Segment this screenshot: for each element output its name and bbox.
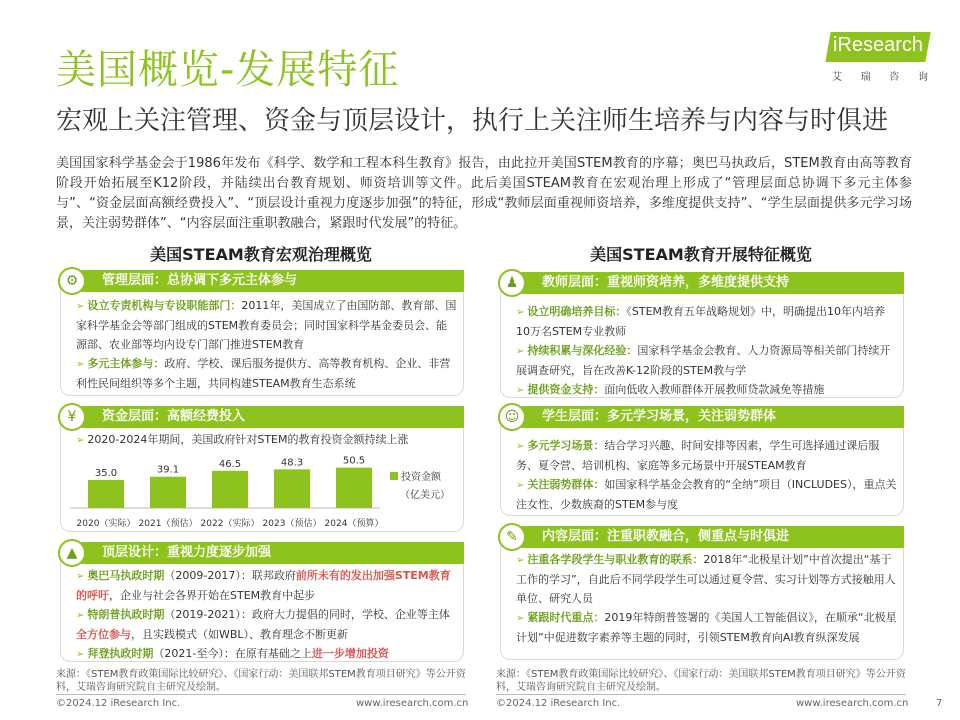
list-item: ➢ 特朗普执政时期（2019-2021）：政府大力提倡的同时，学校、企业等主体全方位参与，且实践模式（如WBL）、教育理念不断更新 [76,608,450,641]
bar-value-label-0: 35.0 [94,468,118,479]
list-item: ➢ 拜登执政时期（2021-至今）：在原有基础之上进一步增加投资 [76,647,389,660]
category-label-4: 2024（预算） [324,519,384,529]
list-item: ➢ 设立明确培养目标：《STEM教育五年战略规划》中，明确提出10年内培养10万名STEM专业教师 [516,305,886,338]
footer-copyright-right: ©2024.12 iResearch Inc. [496,698,621,709]
list-item: ➢ 多元主体参与：政府、学校、课后服务提供方、高等教育机构、企业、非营利性民间组织等多个主题，共同构建STEAM教育生态系统 [76,357,451,390]
source-note-right: 来源：《STEM教育政策国际比较研究》、《国家行动：美国联邦STEM教育项目研究》等公开资料，艾瑞咨询研究院自主研究及绘制。 [496,669,906,693]
footer-url-left[interactable]: www.iresearch.com.cn [356,698,469,709]
page-subtitle: 宏观上关注管理、资金与顶层设计，执行上关注师生培养与内容与时俱进 [56,106,889,136]
teacher-icon: ♟ [498,269,526,297]
bar-value-label-2: 46.5 [218,458,242,470]
list-item: ➢ 设立专责机构与专设职能部门：2011年，美国成立了由国防部、教育部、国家科学基金会等部门组成的STEM教育委员会；同时国家科学基金委员会、能源部、农业部等均内设专门部门推进STEM教育 [76,299,457,351]
list-item: ➢ 注重各学段学生与职业教育的联系：2018年“北极星计划”中首次提出“基于工作的学习”，自此后不同学段学生可以通过夏令营、实习计划等方式接触用人单位、研究人员 [516,553,896,605]
category-label-0: 2020（实际） [76,519,136,529]
list-item: ➢ 提供资金支持：面向低收入教师群体开展教师贷款减免等措施 [516,383,825,396]
card-content-body [516,550,898,647]
bar-1 [150,477,186,508]
card-top-design-head: 顶层设计：重视力度逐步加强 [72,542,464,564]
bar-2 [212,471,248,508]
bar-4 [336,468,372,508]
org-chart-icon: ⚙ [58,267,86,295]
bar-value-label-3: 48.3 [280,457,304,469]
investment-bar-chart [60,444,460,532]
footer-copyright-left: ©2024.12 iResearch Inc. [56,698,181,709]
card-content-head: 内容层面：注重职教融合，侧重点与时俱进 [512,526,904,548]
list-item: ➢ 多元学习场景：结合学习兴趣、时间安排等因素，学生可选择通过课后服务、夏令营、培训机构、家庭等多元场景中开展STEAM教育 [516,439,880,472]
page-title: 美国概览-发展特征 [56,47,400,93]
legend-swatch [390,472,398,480]
legend-unit: （亿美元） [400,490,450,501]
category-label-1: 2021（预估） [138,519,198,529]
intro-paragraph: 美国国家科学基金会于1986年发布《科学、数学和工程本科生教育》报告，由此拉开美国STEM教育的序幕；奥巴马执政后，STEM教育由高等教育阶段开始拓展至K12阶段，并陆续出台教育规划、师资培训等文件。此后美国STEAM教育在宏观治理上形成了“管理层面总协调下多元主体参与”、“资金层面高额经费投入”、“顶层设计重视力度逐步加强”的特征，形成“教师层面重视师资培养，多维度提供支持”、“学生层面提供多元学习场景，关注弱势群体”、“内容层面注重职教融合，紧跟时代发展”的特征。 [56,156,912,231]
logo-word: iResearch [832,34,924,56]
page-number: 7 [936,698,943,709]
card-management-head: 管理层面：总协调下多元主体参与 [72,270,464,292]
students-icon: ☺ [498,403,526,431]
source-note-left: 来源：《STEM教育政策国际比较研究》、《国家行动：美国联邦STEM教育项目研究》等公开资料，艾瑞咨询研究院自主研究及绘制。 [56,669,466,693]
footer-url-right[interactable]: www.iresearch.com.cn [796,698,909,709]
card-student-body [516,436,898,514]
right-column-title: 美国STEAM教育开展特征概览 [590,245,812,264]
list-item: ➢ 持续积累与深化经验：国家科学基金会教育、人力资源局等相关部门持续开展调查研究，旨在改善K-12阶段的STEM教与学 [516,344,891,377]
footer-rule-left [56,694,466,695]
card-management-body [76,296,458,393]
card-funding-head: 资金层面：高额经费投入 [72,406,464,428]
bar-value-label-4: 50.5 [342,455,366,467]
bar-0 [88,480,124,508]
money-bag-icon: ¥ [58,403,86,431]
footer-rule-right [496,694,906,695]
microscope-icon: ✎ [498,523,526,551]
growth-chart-icon: ▲ [58,539,86,567]
list-item: ➢ 奥巴马执政时期（2009-2017）：联邦政府前所未有的发出加强STEM教育的呼吁，企业与社会各界开始在STEM教育中起步 [76,569,451,602]
logo-cn: 艾 瑞 咨 询 [832,72,928,83]
card-student-head: 学生层面：多元学习场景，关注弱势群体 [512,406,904,428]
card-teacher-head: 教师层面：重视师资培养，多维度提供支持 [512,272,904,294]
category-label-2: 2022（实际） [200,519,260,529]
card-teacher-body [516,302,898,400]
card-top-design-body [76,566,458,664]
list-item: ➢ 2020-2024年期间，美国政府针对STEM的教育投资金额持续上涨 [76,433,409,446]
list-item: ➢ 关注弱势群体：如国家科学基金会教育的“全纳”项目（INCLUDES），重点关注女性、少数族裔的STEM参与度 [516,478,897,511]
iresearch-logo [822,28,932,84]
bar-3 [274,469,310,508]
bar-value-label-1: 39.1 [156,464,180,476]
legend-label: 投资金额 [401,472,441,483]
category-label-3: 2023（预估） [262,519,322,529]
list-item: ➢ 紧跟时代重点：2019年特朗普签署的《美国人工智能倡议》，在顺承“北极星计划”中促进数字素养等主题的同时，引领STEM教育向AI教育纵深发展 [516,611,897,644]
left-column-title: 美国STEAM教育宏观治理概览 [150,245,372,264]
